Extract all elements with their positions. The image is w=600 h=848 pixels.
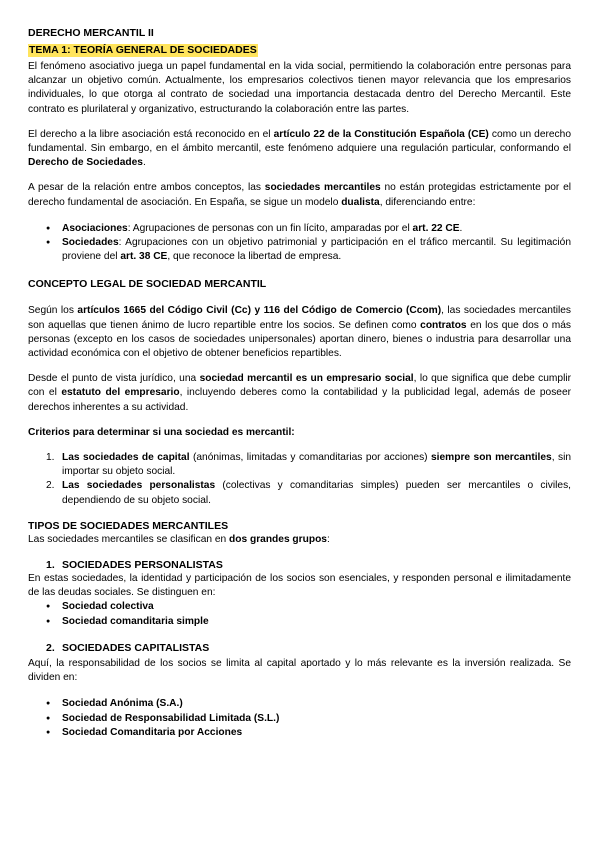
criterios-list [28,451,571,508]
intro-paragraph-1: El fenómeno asociativo juega un papel fundamental en la vida social, permitiendo la colaboración entre personas para alcanzar un objetivo común. Actualmente, los empresarios colectivos tienen mayor relevancia que los empresarios individuales, lo que otorga al contrato de sociedad una importancia destacada dentro del Derecho Mercantil. Este contrato es plurilateral y organizativo, estructurando la colaboración entre las partes. [28,61,571,115]
topic-heading-highlight: TEMA 1: TEORÍA GENERAL DE SOCIEDADES [29,44,257,56]
list-item: ● Asociaciones: Agrupaciones de personas con un fin lícito, amparadas por el art. 22 CE. [28,222,571,236]
personalistas-paragraph: En estas sociedades, la identidad y participación de los socios son esenciales, y responden personal e ilimitadamente de las deudas sociales. Se distinguen en: [28,573,571,599]
concepto-paragraph-2: Desde el punto de vista jurídico, una sociedad mercantil es un empresario social, lo que significa que debe cumplir con el estatuto del empresario, incluyendo deberes como la contabilidad y la publicidad legal, además de poseer derechos inherentes a su actividad. [28,373,572,413]
capitalistas-paragraph: Aquí, la responsabilidad de los socios se limita al capital aportado y lo más relevante es la inversión realizada. Se dividen en: [28,657,571,684]
list-item: ● Sociedad comanditaria simple [28,615,571,629]
list-item: 1. Las sociedades de capital (anónimas, limitadas y comanditarias por acciones) siempre son mercantiles, sin importar su objeto social. [46,452,571,478]
list-item: ● Sociedad Comanditaria por Acciones [28,726,571,740]
section-heading-concepto: CONCEPTO LEGAL DE SOCIEDAD MERCANTIL [28,278,267,291]
personalistas-list [28,600,571,628]
document-title: DERECHO MERCANTIL II [28,27,154,39]
document-page [28,27,571,740]
tipos-intro: Las sociedades mercantiles se clasifican en dos grandes grupos: [28,533,330,545]
list-item: ● Sociedad de Responsabilidad Limitada (S.L.) [28,712,571,726]
intro-paragraph-3: A pesar de la relación entre ambos conceptos, las sociedades mercantiles no están protegidas estrictamente por el derecho fundamental de asociación. En España, se sigue un modelo dualista, diferenciando entre: [28,182,572,208]
list-item: ● Sociedad Anónima (S.A.) [28,697,571,711]
subheading-capitalistas: 2. SOCIEDADES CAPITALISTAS [46,641,210,654]
intro-paragraph-2: El derecho a la libre asociación está reconocido en el artículo 22 de la Constitución Española (CE) como un derecho fundamental. Sin embargo, en el ámbito mercantil, este fenómeno adquiere una regulación particular, conformando el Derecho de Sociedades. [28,128,571,169]
list-item: 2. Las sociedades personalistas (colectivas y comanditarias simples) pueden ser mercantiles o civiles, dependiendo de su objeto social. [46,480,571,506]
capitalistas-list [28,697,571,740]
concepto-paragraph-1: Según los artículos 1665 del Código Civil (Cc) y 116 del Código de Comercio (Ccom), las sociedades mercantiles son aquellas que tienen ánimo de lucro repartible entre los socios. Se definen como contratos en los que dos o más personas (excepto en los casos de sociedades unipersonales) aportan dinero, bienes o industria para desarrollar una actividad económica con el objetivo de obtener beneficios repartibles. [28,305,571,360]
list-item: ● Sociedades: Agrupaciones con un objetivo patrimonial y participación en el tráfico mercantil. Su legitimación proviene del art. 38 CE, que reconoce la libertad de empresa. [28,236,571,264]
asociaciones-sociedades-list [28,222,571,265]
subheading-personalistas: 1. SOCIEDADES PERSONALISTAS [46,559,223,572]
list-item: ● Sociedad colectiva [28,600,571,614]
section-heading-tipos: TIPOS DE SOCIEDADES MERCANTILES [28,519,229,532]
criterios-heading: Criterios para determinar si una sociedad es mercantil: [28,426,295,438]
